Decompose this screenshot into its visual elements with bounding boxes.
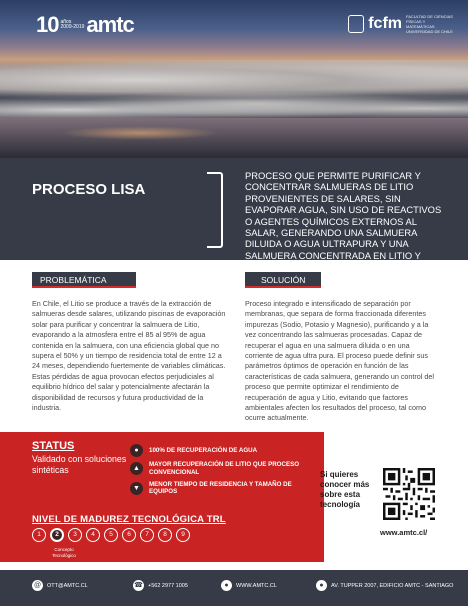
trl-level-1: 1	[32, 528, 46, 542]
location-pin-icon: ●	[316, 580, 327, 591]
email-icon: @	[33, 582, 42, 589]
benefit-text: MAYOR RECUPERACIÓN DE LITIO QUE PROCESO CONVENCIONAL	[149, 461, 300, 476]
trl-level-4: 4	[86, 528, 100, 542]
footer-website-text: WWW.AMTC.CL	[236, 582, 277, 589]
fcfm-subtitle: FACULTAD DE CIENCIAS FÍSICAS Y MATEMÁTICAS UNIVERSIDAD DE CHILE	[406, 14, 453, 34]
fcfm-wordmark: fcfm	[368, 15, 402, 32]
footer-phone-text: +562 2977 1005	[148, 582, 188, 589]
trl-caption: Concepto Tecnológico	[52, 547, 76, 558]
problem-heading: PROBLEMÁTICA	[32, 272, 136, 288]
status-value: Validado con soluciones sintéticas	[32, 454, 127, 475]
problem-text: En Chile, el Litio se produce a través de la extracción de salmueras desde salares, utilizando piscinas de evaporación solar para purificar y concentrar la salmuera de Litio, evaporando a la atmosfera entre el 85 al 95% de agua contenida en la salmuera, con una eficiencia global que no supera el 50% y un tiempo de residencia total de entre 12 a 24 meses, dependiendo fuertemente de variables climáticas. Estas pérdidas de agua provocan efectos perjudiciales al equilibrio hídrico del salar y potencialmente afectarán la disponibilidad de recursos y futura productividad de la industria.	[32, 299, 226, 413]
footer-email-text: OTT@AMTC.CL	[47, 582, 88, 589]
website-link[interactable]: www.amtc.cl/	[380, 528, 428, 537]
globe-icon: ●	[221, 580, 232, 591]
solution-text: Proceso integrado e intensificado de separación por membranas, que separa de forma fraccionada diferentes impurezas (Sodio, Potasio y Magnesio), purificando y a la vez concentrando las salmueras procesadas. Capaz de recuperar el agua en una salmuera diluida o en una corriente de agua ultra pura. El proceso puede definir sus parámetros óptimos de operación en función de las características de cada salmuera, generando un control del proceso que permite optimizar el rendimiento de recuperación de agua y Litio, evitando que factores ambientales afecten los resultados del proceso, tal como ocurre actualmente.	[245, 299, 434, 423]
water-drop-icon: ●	[130, 444, 143, 457]
bracket-divider	[207, 172, 223, 248]
fcfm-logo	[348, 14, 454, 34]
footer-phone[interactable]	[133, 580, 188, 591]
benefit-item	[130, 444, 320, 457]
trl-level-2: 2	[50, 528, 64, 542]
status-heading: STATUS	[32, 440, 75, 452]
phone-icon: ☎	[134, 582, 143, 589]
benefit-item	[130, 481, 320, 497]
footer-address-text: AV. TUPPER 2007, EDIFICIO AMTC - SANTIAGO	[331, 582, 454, 589]
arrow-down-icon: ▼	[130, 482, 143, 495]
footer-address	[316, 580, 453, 591]
trl-level-9: 9	[176, 528, 190, 542]
cta-text: Si quieres conocer más sobre esta tecnología	[320, 470, 370, 509]
logo-anos: años 2009-2019	[60, 19, 85, 30]
benefit-text: MENOR TIEMPO DE RESIDENCIA Y TAMAÑO DE EQUIPOS	[149, 480, 292, 496]
trl-level-5: 5	[104, 528, 118, 542]
logo-amtc: amtc	[86, 12, 134, 37]
process-description: PROCESO QUE PERMITE PURIFICAR Y CONCENTRAR SALMUERAS DE LITIO PROVENIENTES DE SALARES, SIN EVAPORAR AGUA, SIN USO DE REACTIVOS O AGENTES QUÍMICOS EXTERNOS AL SALAR, GENERANDO UNA SALMUERA DILUIDA O AGUA ULTRAPURA Y UNA SALMUERA CONCENTRADA EN LITIO Y LIBRE DE IMPUREZAS	[245, 170, 442, 273]
trl-scale	[32, 528, 194, 542]
trl-level-3: 3	[68, 528, 82, 542]
trl-level-7: 7	[140, 528, 154, 542]
trl-heading: NIVEL DE MADUREZ TECNOLÓGICA TRL	[32, 514, 226, 525]
page-title: PROCESO LISA	[32, 181, 146, 198]
arrow-up-icon: ▲	[130, 462, 143, 475]
trl-level-6: 6	[122, 528, 136, 542]
footer-website[interactable]	[221, 580, 277, 591]
benefit-item	[130, 461, 320, 477]
university-seal-icon	[348, 15, 364, 33]
logo-ten: 10	[36, 12, 59, 37]
qr-code-icon[interactable]	[383, 468, 435, 520]
benefits-list	[130, 444, 320, 500]
trl-level-8: 8	[158, 528, 172, 542]
amtc-logo	[36, 12, 134, 38]
footer-email[interactable]	[32, 580, 88, 591]
benefit-text: 100% DE RECUPERACIÓN DE AGUA	[149, 446, 258, 454]
solution-heading: SOLUCIÓN	[245, 272, 321, 288]
